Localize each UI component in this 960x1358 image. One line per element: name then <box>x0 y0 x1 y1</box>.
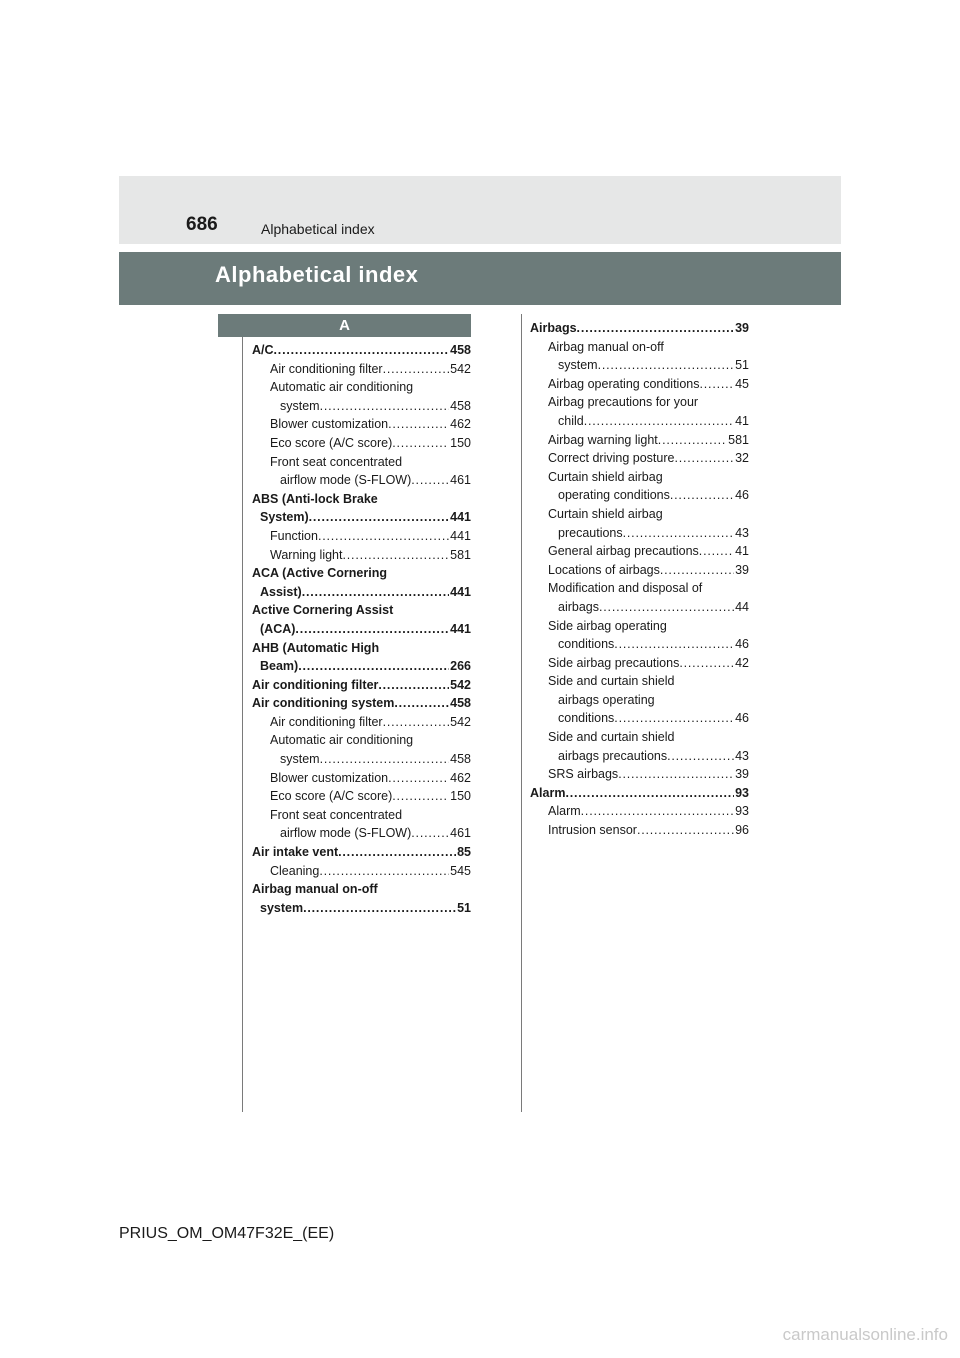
index-subentry <box>530 505 749 542</box>
entry-text: Assist) <box>260 584 302 599</box>
dot-leader <box>565 784 734 803</box>
dot-leader <box>274 341 450 360</box>
dot-leader <box>298 657 449 676</box>
dot-leader <box>618 765 734 784</box>
dot-leader <box>388 415 449 434</box>
entry-text: A/C <box>252 343 274 357</box>
entry-text: Side airbag operating <box>548 618 667 633</box>
dot-leader <box>614 709 734 728</box>
column-rule-left <box>242 337 243 1112</box>
dot-leader <box>660 561 734 580</box>
entry-text: Airbag precautions for your <box>548 395 699 410</box>
entry-text: Modification and disposal of <box>548 581 703 596</box>
entry-text: Front seat concentrated <box>270 454 403 469</box>
entry-text: Intrusion sensor <box>548 823 637 838</box>
entry-text: Air conditioning system <box>252 696 395 711</box>
dot-leader <box>658 431 727 450</box>
index-subentry <box>252 453 471 490</box>
index-column-2 <box>530 319 749 840</box>
entry-text: child <box>558 413 584 428</box>
index-subentry <box>530 728 749 765</box>
index-subentry <box>252 434 471 453</box>
page-reference: 441 <box>450 528 471 543</box>
page-reference: 462 <box>450 770 471 785</box>
page-reference: 542 <box>450 714 471 729</box>
entry-text: airbags <box>558 599 599 614</box>
page-reference: 150 <box>450 789 471 804</box>
entry-text: Curtain shield airbag <box>548 469 663 484</box>
dot-leader <box>378 676 449 695</box>
entry-text: system <box>558 358 598 373</box>
dot-leader <box>584 412 734 431</box>
page-reference: 441 <box>450 584 471 599</box>
entry-text: Side airbag precautions <box>548 655 680 670</box>
page-reference: 93 <box>735 785 749 800</box>
index-subentry <box>252 787 471 806</box>
dot-leader <box>670 486 734 505</box>
dot-leader <box>319 862 449 881</box>
entry-text: Airbag operating conditions <box>548 376 700 391</box>
page-reference: 462 <box>450 417 471 432</box>
section-letter-header: A <box>218 314 471 337</box>
dot-leader <box>338 843 456 862</box>
dot-leader <box>577 319 735 338</box>
entry-text: operating conditions <box>558 488 670 503</box>
page-reference: 458 <box>450 398 471 413</box>
entry-text: Side and curtain shield <box>548 674 675 689</box>
index-subentry <box>252 713 471 732</box>
entry-text: General airbag precautions <box>548 544 699 559</box>
dot-leader <box>598 356 735 375</box>
entry-text: Air conditioning filter <box>270 361 383 376</box>
entry-text: Side and curtain shield <box>548 730 675 745</box>
index-subentry <box>252 731 471 768</box>
entry-text: system <box>260 900 304 915</box>
entry-text: airflow mode (S-FLOW) <box>280 473 412 488</box>
page-reference: 542 <box>450 361 471 376</box>
dot-leader <box>411 824 449 843</box>
dot-leader <box>392 434 449 453</box>
dot-leader <box>302 583 449 602</box>
page-reference: 39 <box>735 767 749 782</box>
page-reference: 39 <box>735 562 749 577</box>
page-reference: 441 <box>450 621 471 636</box>
index-subentry <box>252 546 471 565</box>
entry-text: Airbags <box>530 321 577 335</box>
page-reference: 458 <box>450 752 471 767</box>
page-reference: 46 <box>735 488 749 503</box>
dot-leader <box>667 747 734 766</box>
page-reference: 44 <box>735 599 749 614</box>
index-subentry <box>530 802 749 821</box>
index-column-1 <box>252 341 471 917</box>
document-code-footer: PRIUS_OM_OM47F32E_(EE) <box>119 1225 335 1242</box>
entry-text: System) <box>260 510 309 525</box>
dot-leader <box>674 449 734 468</box>
entry-text: Cleaning <box>270 863 320 878</box>
page-reference: 43 <box>735 748 749 763</box>
watermark: carmanualsonline.info <box>782 1325 948 1344</box>
index-entry <box>252 601 471 638</box>
page-reference: 93 <box>735 804 749 819</box>
dot-leader <box>388 769 449 788</box>
dot-leader <box>320 750 450 769</box>
entry-text: airbags precautions <box>558 748 668 763</box>
entry-text: Air conditioning filter <box>252 677 379 692</box>
index-entry <box>252 490 471 527</box>
index-subentry <box>530 375 749 394</box>
dot-leader <box>295 620 449 639</box>
entry-text: Automatic air conditioning <box>270 380 414 395</box>
index-subentry <box>530 393 749 430</box>
entry-text: Automatic air conditioning <box>270 733 414 748</box>
entry-text: Warning light <box>270 547 343 562</box>
dot-leader <box>679 654 734 673</box>
dot-leader <box>637 821 734 840</box>
index-subentry <box>530 654 749 673</box>
entry-text: Airbag manual on-off <box>548 339 664 354</box>
entry-text: Blower customization <box>270 417 389 432</box>
entry-text: ABS (Anti-lock Brake <box>252 491 378 506</box>
index-subentry <box>252 378 471 415</box>
page-number: 686 <box>186 214 218 235</box>
entry-text: Eco score (A/C score) <box>270 789 393 804</box>
page-reference: 150 <box>450 435 471 450</box>
entry-text: Air conditioning filter <box>270 714 383 729</box>
page-reference: 51 <box>457 900 471 915</box>
index-subentry <box>530 579 749 616</box>
index-subentry <box>530 617 749 654</box>
page-reference: 581 <box>728 432 749 447</box>
entry-text: Blower customization <box>270 770 389 785</box>
page-reference: 581 <box>450 547 471 562</box>
index-entry <box>530 319 749 338</box>
page-reference: 96 <box>735 823 749 838</box>
header-band <box>119 176 841 244</box>
entry-text: SRS airbags <box>548 767 619 782</box>
page-reference: 458 <box>450 343 471 357</box>
dot-leader <box>303 899 456 918</box>
page-reference: 458 <box>450 696 471 711</box>
dot-leader <box>343 546 450 565</box>
index-subentry <box>252 769 471 788</box>
entry-text: Correct driving posture <box>548 451 675 466</box>
page-reference: 39 <box>735 321 749 335</box>
entry-text: Active Cornering Assist <box>252 603 394 618</box>
dot-leader <box>623 524 734 543</box>
page-reference: 46 <box>735 637 749 652</box>
entry-text: airbags operating <box>558 692 655 707</box>
entry-text: AHB (Automatic High <box>252 640 380 655</box>
entry-text: Alarm <box>548 804 581 819</box>
entry-text: Front seat concentrated <box>270 807 403 822</box>
entry-text: Curtain shield airbag <box>548 506 663 521</box>
index-entry <box>252 639 471 676</box>
dot-leader <box>392 787 449 806</box>
page-reference: 32 <box>735 451 749 466</box>
page-reference: 51 <box>735 358 749 373</box>
page-reference: 441 <box>450 510 471 525</box>
index-subentry <box>252 527 471 546</box>
entry-text: Alarm <box>530 785 566 800</box>
page-reference: 41 <box>735 544 749 559</box>
entry-text: (ACA) <box>260 621 296 636</box>
page-reference: 461 <box>450 826 471 841</box>
entry-text: conditions <box>558 711 615 726</box>
index-subentry <box>530 338 749 375</box>
entry-text: Airbag warning light <box>548 432 658 447</box>
index-subentry <box>530 431 749 450</box>
entry-text: Eco score (A/C score) <box>270 435 393 450</box>
entry-text: ACA (Active Cornering <box>252 566 387 581</box>
page-reference: 542 <box>450 677 471 692</box>
dot-leader <box>309 508 450 527</box>
dot-leader <box>320 397 450 416</box>
index-entry <box>252 694 471 713</box>
entry-text: airflow mode (S-FLOW) <box>280 826 412 841</box>
entry-text: conditions <box>558 637 615 652</box>
entry-text: system <box>280 398 320 413</box>
page-reference: 266 <box>450 659 471 674</box>
index-entry <box>252 564 471 601</box>
dot-leader <box>614 635 734 654</box>
dot-leader <box>394 694 449 713</box>
column-rule-middle <box>521 314 522 1112</box>
entry-text: Air intake vent <box>252 845 339 860</box>
entry-text: Beam) <box>260 659 299 674</box>
index-subentry <box>530 542 749 561</box>
index-subentry <box>252 862 471 881</box>
page-reference: 85 <box>457 845 471 860</box>
index-subentry <box>530 468 749 505</box>
page-reference: 43 <box>735 525 749 540</box>
index-subentry <box>252 806 471 843</box>
page-reference: 42 <box>735 655 749 670</box>
index-entry <box>252 341 471 360</box>
index-entry <box>252 843 471 862</box>
dot-leader <box>383 713 450 732</box>
dot-leader <box>699 542 734 561</box>
index-subentry <box>252 360 471 379</box>
index-entry <box>252 880 471 917</box>
dot-leader <box>318 527 449 546</box>
index-entry <box>530 784 749 803</box>
index-subentry <box>530 561 749 580</box>
index-entry <box>252 676 471 695</box>
entry-text: Airbag manual on-off <box>252 882 378 897</box>
dot-leader <box>581 802 734 821</box>
entry-text: Function <box>270 528 318 543</box>
entry-text: Locations of airbags <box>548 562 660 577</box>
index-subentry <box>252 415 471 434</box>
dot-leader <box>599 598 734 617</box>
dot-leader <box>700 375 735 394</box>
dot-leader <box>411 471 449 490</box>
page-reference: 545 <box>450 863 471 878</box>
entry-text: system <box>280 752 320 767</box>
dot-leader <box>383 360 450 379</box>
entry-text: precautions <box>558 525 623 540</box>
page-title: Alphabetical index <box>215 262 419 287</box>
index-subentry <box>530 765 749 784</box>
index-subentry <box>530 449 749 468</box>
page-reference: 45 <box>735 376 749 391</box>
index-subentry <box>530 672 749 728</box>
index-subentry <box>530 821 749 840</box>
page-reference: 461 <box>450 473 471 488</box>
page-reference: 46 <box>735 711 749 726</box>
running-head: Alphabetical index <box>261 221 375 237</box>
page-reference: 41 <box>735 413 749 428</box>
